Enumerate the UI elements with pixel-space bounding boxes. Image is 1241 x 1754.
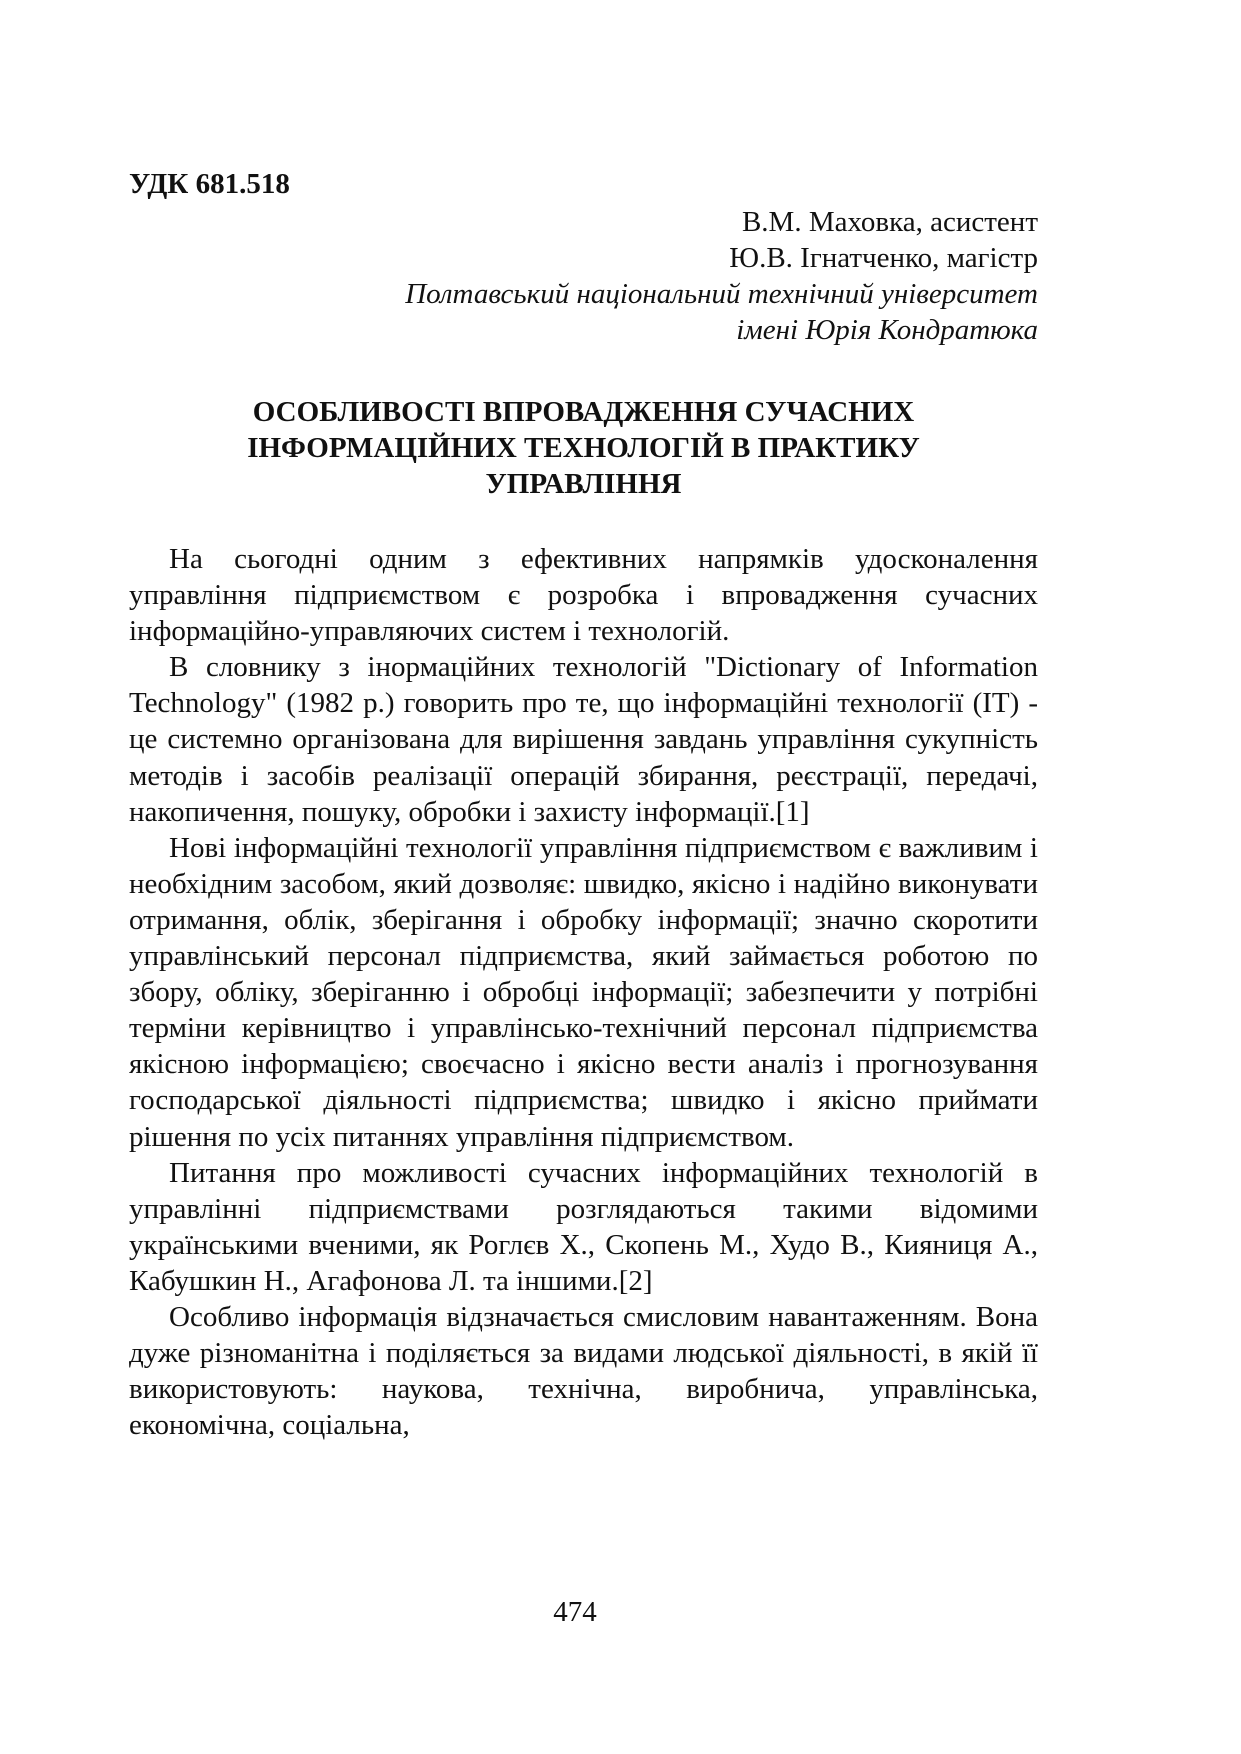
title-line: ІНФОРМАЦІЙНИХ ТЕХНОЛОГІЙ В ПРАКТИКУ <box>247 432 920 464</box>
paper-title <box>129 394 1038 502</box>
paragraph: Питання про можливості сучасних інформаційних технологій в управлінні підприємствами розглядаються такими відомими українськими вченими, як Роглєв Х., Скопень М., Худо В., Кияниця А., Кабушкин Н., Агафонова Л. та іншими.[2] <box>129 1156 1038 1297</box>
paragraph: Нові інформаційні технології управління підприємством є важливим і необхідним засобом, який дозволяє: швидко, якісно і надійно виконувати отримання, облік, зберігання і обробку інформації; значно скоротити управлінський персонал підприємства, який займається роботою по збору, обліку, зберіганню і обробці інформації; забезпечити у потрібні терміни керівництво і управлінсько-технічний персонал підприємства якісною інформацією; своєчасно і якісно вести аналіз і прогнозування господарської діяльності підприємства; швидко і якісно приймати рішення по усіх питаннях управління підприємством. <box>129 831 1038 1153</box>
udc-code: УДК 681.518 <box>129 168 290 200</box>
title-line: ОСОБЛИВОСТІ ВПРОВАДЖЕННЯ СУЧАСНИХ <box>252 396 915 428</box>
body-text <box>129 541 1038 1443</box>
author-block <box>405 204 1038 348</box>
title-line: УПРАВЛІННЯ <box>485 468 682 500</box>
affiliation: Полтавський національний технічний університет <box>405 278 1038 310</box>
paragraph: В словнику з інормаційних технологій "Dictionary of Information Technology" (1982 р.) говорить про те, що інформаційні технології (ІТ) - це системно організована для вирішення завдань управління сукупність методів і засобів реалізації операцій збирання, реєстрації, передачі, накопичення, пошуку, обробки і захисту інформації.[1] <box>129 651 1038 828</box>
author-name: Ю.В. Ігнатченко, магістр <box>729 242 1038 274</box>
affiliation: імені Юрія Кондратюка <box>736 314 1038 346</box>
author-name: В.М. Маховка, асистент <box>741 206 1038 238</box>
paragraph: Особливо інформація відзначається смисловим навантаженням. Вона дуже різноманітна і поділяється за видами людської діяльності, в якій її використовують: наукова, технічна, виробнича, управлінська, економічна, соціальна, <box>129 1300 1038 1442</box>
page-number: 474 <box>553 1596 597 1628</box>
paragraph: На сьогодні одним з ефективних напрямків удосконалення управління підприємством є розробка і впровадження сучасних інформаційно-управляючих систем і технологій. <box>129 543 1038 648</box>
